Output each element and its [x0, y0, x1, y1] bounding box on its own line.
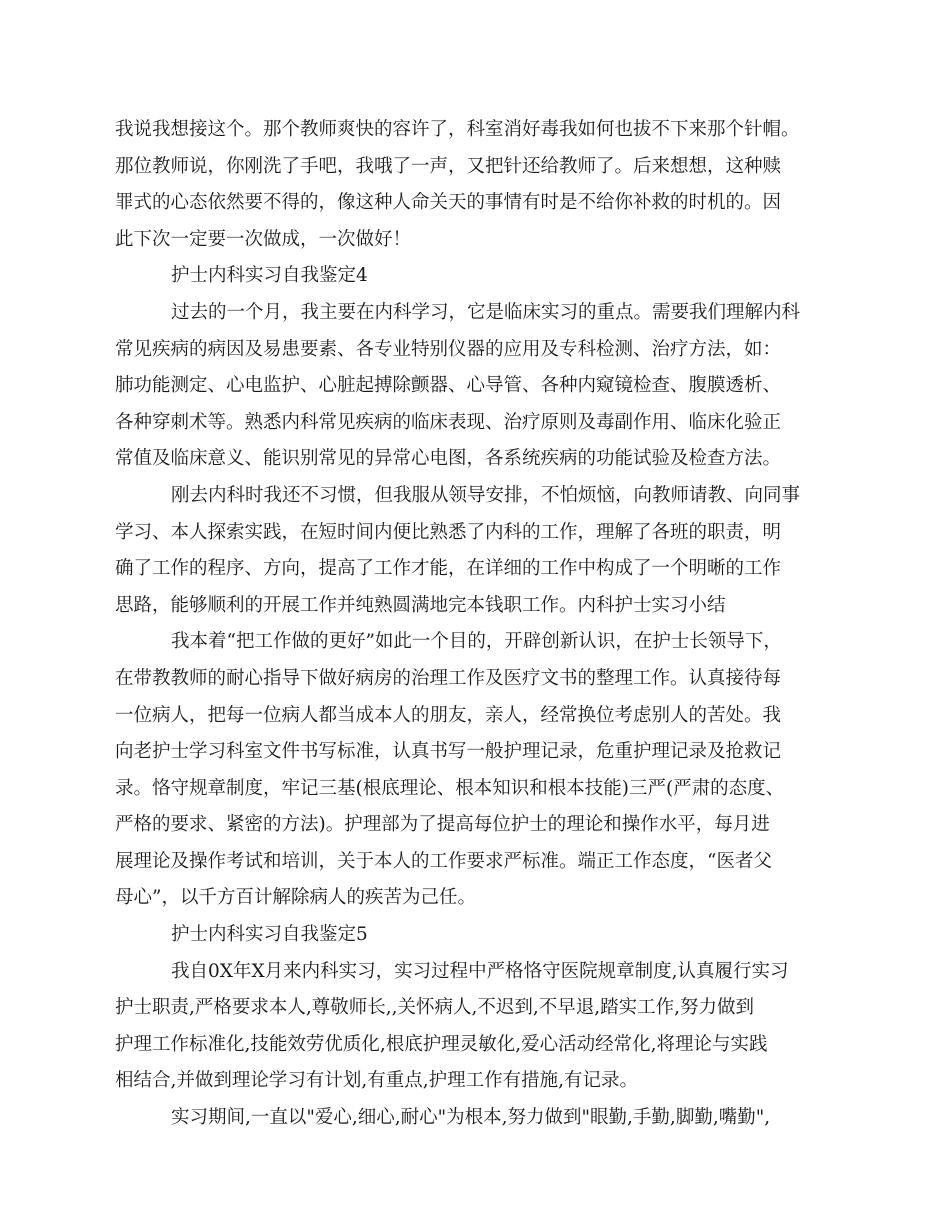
text-line: 一位病人，把每一位病人都当成本人的朋友，亲人，经常换位考虑别人的苦处。我: [115, 704, 782, 726]
text-line: 那位教师说，你刚洗了手吧，我哦了一声，又把针还给教师了。后来想想，这种赎: [115, 155, 782, 177]
text-line: 刚去内科时我还不习惯，但我服从领导安排，不怕烦恼，向教师请教、向同事: [171, 484, 801, 506]
text-line: 肺功能测定、心电监护、心脏起搏除颤器、心导管、各种内窥镜检查、腹膜透析、: [115, 375, 782, 397]
text-line: 确了工作的程序、方向，提高了工作才能，在详细的工作中构成了一个明晰的工作: [115, 558, 782, 580]
document-body: [115, 112, 835, 1137]
text-line: 护士内科实习自我鉴定4: [171, 265, 368, 287]
text-line: 我说我想接这个。那个教师爽快的容许了，科室消好毒我如何也拔不下来那个针帽。: [115, 119, 800, 140]
text-line: 罪式的心态依然要不得的，像这种人命关天的事情有时是不给你补救的时机的。因: [115, 192, 782, 214]
text-line: 相结合,并做到理论学习有计划,有重点,护理工作有措施,有记录。: [115, 1070, 639, 1092]
text-line: 护理工作标准化,技能效劳优质化,根底护理灵敏化,爱心活动经常化,将理论与实践: [115, 1033, 768, 1055]
text-line: 母心”，以千方百计解除病人的疾苦为己任。: [115, 887, 476, 909]
text-line: 各种穿刺术等。熟悉内科常见疾病的临床表现、治疗原则及毒副作用、临床化验正: [115, 411, 782, 433]
text-line: 向老护士学习科室文件书写标准，认真书写一般护理记录，危重护理记录及抢救记: [115, 741, 782, 763]
text-line: 严格的要求、紧密的方法)。护理部为了提高每位护士的理论和操作水平，每月进: [115, 814, 770, 836]
text-line: 常值及临床意义、能识别常见的异常心电图，各系统疾病的功能试验及检查方法。: [115, 448, 782, 470]
text-line: 护士内科实习自我鉴定5: [171, 924, 368, 946]
text-line: 常见疾病的病因及易患要素、各专业特别仪器的应用及专科检测、治疗方法，如：: [115, 338, 782, 360]
text-line: 护士职责,严格要求本人,尊敬师长,,关怀病人,不迟到,不早退,踏实工作,努力做到: [115, 997, 755, 1019]
text-line: 实习期间,一直以"爱心,细心,耐心"为根本,努力做到"眼勤,手勤,脚勤,嘴勤",: [171, 1107, 771, 1129]
text-line: 我本着“把工作做的更好”如此一个目的，开辟创新认识，在护士长领导下，: [171, 631, 782, 653]
text-line: 在带教教师的耐心指导下做好病房的治理工作及医疗文书的整理工作。认真接待每: [115, 667, 782, 689]
text-line: 过去的一个月，我主要在内科学习，它是临床实习的重点。需要我们理解内科: [171, 301, 801, 323]
text-line: 我自0X年X月来内科实习，实习过程中严格恪守医院规章制度,认真履行实习: [171, 960, 789, 982]
text-line: 学习、本人探索实践，在短时间内便比熟悉了内科的工作，理解了各班的职责，明: [115, 521, 782, 543]
text-line: 思路，能够顺利的开展工作并纯熟圆满地完本钱职工作。内科护士实习小结: [115, 594, 726, 616]
text-line: 录。恪守规章制度，牢记三基(根底理论、根本知识和根本技能)三严(严肃的态度、: [115, 777, 785, 799]
text-line: 展理论及操作考试和培训，关于本人的工作要求严标准。端正工作态度，“医者父: [115, 850, 772, 872]
text-line: 此下次一定要一次做成，一次做好！: [115, 228, 412, 250]
